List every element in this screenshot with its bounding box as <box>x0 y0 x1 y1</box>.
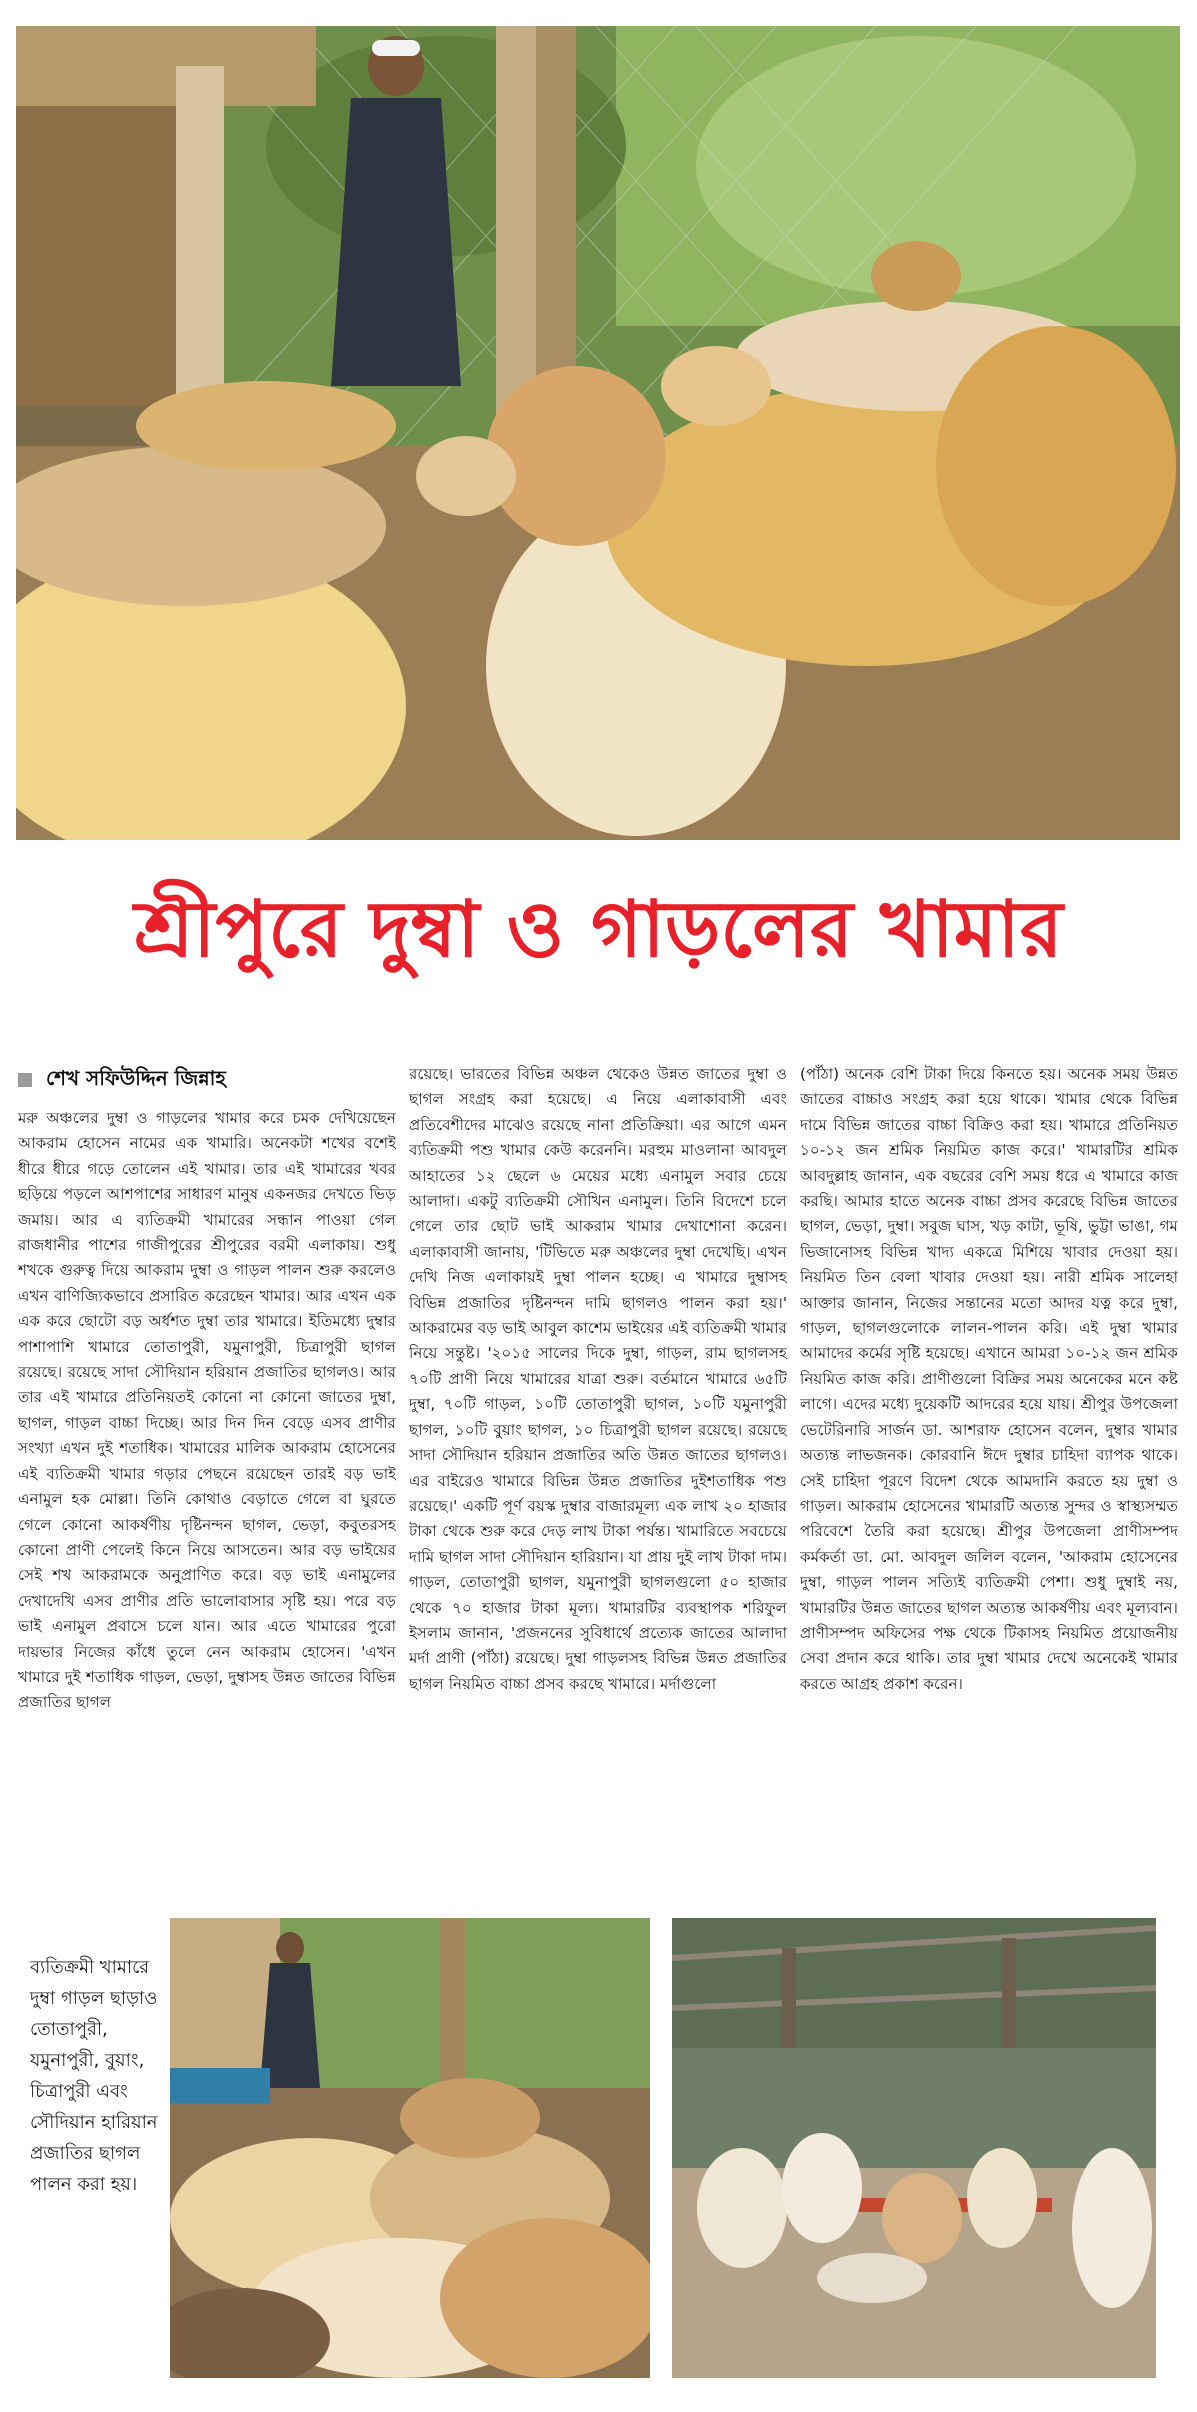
byline-square-icon <box>18 1073 32 1087</box>
headline: শ্রীপুরে দুম্বা ও গাড়লের খামার <box>134 885 1063 975</box>
photo-sheep-closeup <box>170 1918 650 2378</box>
article-column-2: রয়েছে। ভারতের বিভিন্ন অঞ্চল থেকেও উন্নত জাতের দুম্বা ও ছাগল সংগ্রহ করা হয়েছে। এ নিয়ে এলাকাবাসী এবং প্রতিবেশীদের মাঝেও রয়েছে নানা প্রতিক্রিয়া। এর আগে এমন ব্যতিক্রমী পশু খামার কেউ করেননি। মরহুম মাওলানা আবদুল আহাতের ১২ ছেলে ৬ মেয়ের মধ্যে এনামুল সবার চেয়ে আলাদা। একটু ব্যতিক্রমী সৌখিন এনামুল। তিনি বিদেশে চলে গেলে তার ছোট ভাই আকরাম খামার দেখাশোনা করেন। এলাকাবাসী জানায়, 'টিভিতে মরু অঞ্চলের দুম্বা দেখেছি। এখন দেখি নিজ এলাকায়ই দুম্বা পালন হচ্ছে। এ খামারে দুম্বাসহ বিভিন্ন প্রজাতির দৃষ্টিনন্দন দামি ছাগলও পালন করা হয়।' আকরামের বড় ভাই আবুল কাশেম ভাইয়ের এই ব্যতিক্রমী খামার নিয়ে সন্তুষ্ট। '২০১৫ সালের দিকে দুম্বা, গাড়ল, রাম ছাগলসহ ৭০টি প্রাণী নিয়ে খামারের যাত্রা শুরু। বর্তমানে খামারে ৬৫টি দুম্বা, ৭০টি গাড়ল, ১০টি তোতাপুরী ছাগল, ১০টি যমুনাপুরী ছাগল, ১০টি বুয়াং ছাগল, ১০ চিত্রাপুরী ছাগল রয়েছে। রয়েছে সাদা সৌদিয়ান হরিয়ান প্রজাতির অতি উন্নত জাতের ছাগলও। এর বাইরেও খামারে বিভিন্ন উন্নত প্রজাতির দুইশতাধিক পশু রয়েছে।' একটি পূর্ণ বয়স্ক দুম্বার বাজারমূল্য এক লাখ ২০ হাজার টাকা থেকে শুরু করে দেড় লাখ টাকা পর্যন্ত। খামারিতে সবচেয়ে দামি ছাগল সাদা সৌদিয়ান হারিয়ান। যা প্রায় দুই লাখ টাকা দাম। গাড়ল, তোতাপুরী ছাগল, যমুনাপুরী ছাগলগুলো ৫০ হাজার থেকে ৭০ হাজার টাকা মূল্য। খামারটির ব্যবস্থাপক শরিফুল ইসলাম জানান, 'প্রজননের সুবিধার্থে প্রত্যেক জাতের আলাদা মর্দা প্রাণী (পাঁঠা) রয়েছে। দুম্বা গাড়লসহ বিভিন্ন উন্নত প্রজাতির ছাগল নিয়মিত বাচ্চা প্রসব করছে খামারে। মর্দাগুলো <box>409 1065 787 1693</box>
byline-author: শেখ সফিউদ্দিন জিন্নাহ <box>46 1065 226 1090</box>
article-column-3: (পাঁঠা) অনেক বেশি টাকা দিয়ে কিনতে হয়। অনেক সময় উন্নত জাতের বাচ্চাও সংগ্রহ করা হয়ে থাকে। খামার থেকে বিভিন্ন দামে বিভিন্ন জাতের বাচ্চা বিক্রিও করা হয়। খামারে প্রতিনিয়ত ১০-১২ জন শ্রমিক নিয়মিত কাজ করে।' খামারটির শ্রমিক আবদুল্লাহ জানান, এক বছরের বেশি সময় ধরে এ খামারে কাজ করছি। আমার হাতে অনেক বাচ্চা প্রসব করেছে বিভিন্ন জাতের ছাগল, ভেড়া, দুম্বা। সবুজ ঘাস, খড় কাটা, ভূষি, ভুট্টা ভাঙা, গম ভিজানোসহ বিভিন্ন খাদ্য একত্রে মিশিয়ে খাবার দেওয়া হয়। নিয়মিত তিন বেলা খাবার দেওয়া হয়। নারী শ্রমিক সালেহা আক্তার জানান, নিজের সন্তানের মতো আদর যত্ন করে দুম্বা, গাড়ল, ছাগলগুলোকে লালন-পালন করি। এই দুম্বা খামার আমাদের কর্মের সৃষ্টি হয়েছে। এখানে আমরা ১০-১২ জন শ্রমিক নিয়মিত কাজ করি। প্রাণীগুলো বিক্রির সময় অনেকের মনে কষ্ট লাগে। এদের মধ্যে দুয়েকটি আদরের হয়ে যায়। শ্রীপুর উপজেলা ভেটেরিনারি সার্জন ডা. আশরাফ হোসেন বলেন, দুম্বার খামার অত্যন্ত লাভজনক। কোরবানি ঈদে দুম্বার চাহিদা ব্যাপক থাকে। সেই চাহিদা পূরণে বিদেশ থেকে আমদানি করতে হয় দুম্বা ও গাড়ল। আকরাম হোসেনের খামারটি অত্যন্ত সুন্দর ও স্বাস্থ্যসম্মত পরিবেশে তৈরি করা হয়েছে। শ্রীপুর উপজেলা প্রাণীসম্পদ কর্মকর্তা ডা. মো. আবদুল জলিল বলেন, 'আকরাম হোসেনের দুম্বা, গাড়ল পালন সত্যিই ব্যতিক্রমী পেশা। শুধু দুম্বাই নয়, খামারটির উন্নত জাতের ছাগল অত্যন্ত আকর্ষণীয় এবং মূল্যবান। প্রাণীসম্পদ অফিসের পক্ষ থেকে টিকাসহ নিয়মিত প্রয়োজনীয় সেবা প্রদান করে থাকি। তার দুম্বা খামার দেখে অনেকেই খামার করতে আগ্রহ প্রকাশ করেন। <box>800 1065 1178 1693</box>
byline <box>18 1062 396 1098</box>
article-column-1: মরু অঞ্চলের দুম্বা ও গাড়লের খামার করে চমক দেখিয়েছেন আকরাম হোসেন নামের এক খামারি। অনেকটা শখের বশেই ধীরে ধীরে গড়ে তোলেন এই খামার। তার এই খামারের খবর ছড়িয়ে পড়লে আশপাশের সাধারণ মানুষ একনজর দেখতে ভিড় জমায়। আর এ ব্যতিক্রমী খামারের সন্ধান পাওয়া গেল রাজধানীর পাশের গাজীপুরের শ্রীপুরের বরমী এলাকায়। শুধু শখকে গুরুত্ব দিয়ে আকরাম দুম্বা ও গাড়ল পালন শুরু করলেও এখন বাণিজ্যিকভাবে প্রসারিত করেছেন খামার। আর এখন এক এক করে ছোটো বড় অর্ধশত দুম্বা তার খামারে। ইতিমধ্যে দুম্বার পাশাপাশি খামারে তোতাপুরী, যমুনাপুরী, চিত্রাপুরী ছাগল রয়েছে। রয়েছে সাদা সৌদিয়ান হরিয়ান প্রজাতির ছাগলও। আর তার এই খামারে প্রতিনিয়তই কোনো না কোনো জাতের দুম্বা, ছাগল, গাড়ল বাচ্চা দিচ্ছে। আর দিন দিন বেড়ে এসব প্রাণীর সংখ্যা এখন দুই শতাধিক। খামারের মালিক আকরাম হোসেনের এই ব্যতিক্রমী খামার গড়ার পেছনে রয়েছেন তারই বড় ভাই এনামুল হক মোল্লা। তিনি কোথাও বেড়াতে গেলে বা ঘুরতে গেলে কোনো আকর্ষণীয় দৃষ্টিনন্দন ছাগল, ভেড়া, কবুতরসহ কোনো প্রাণী পেলেই কিনে নিয়ে আসতেন। আর বড় ভাইয়ের সেই শখ আকরামকে অনুপ্রাণিত করে। বড় ভাই এনামুলের দেখাদেখি এসব প্রাণীর প্রতি ভালোবাসার সৃষ্টি হয়। পরে বড় ভাই এনামুল প্রবাসে চলে যান। আর এতে খামারের পুরো দায়ভার নিজের কাঁধে তুলে নেন আকরাম হোসেন। 'এখন খামারে দুই শতাধিক গাড়ল, ভেড়া, দুম্বাসহ উন্নত জাতের বিভিন্ন প্রজাতির ছাগল <box>18 1109 396 1712</box>
photo-caption: ব্যতিক্রমী খামারে দুম্বা গাড়ল ছাড়াও তোতাপুরী, যমুনাপুরী, বুয়াং, চিত্রাপুরী এবং সৌদিয়ান হারিয়ান প্রজাতির ছাগল পালন করা হয়। <box>30 1957 158 2195</box>
photo-sheep-shed <box>672 1918 1156 2378</box>
main-photo-sheep-farm <box>16 26 1180 840</box>
